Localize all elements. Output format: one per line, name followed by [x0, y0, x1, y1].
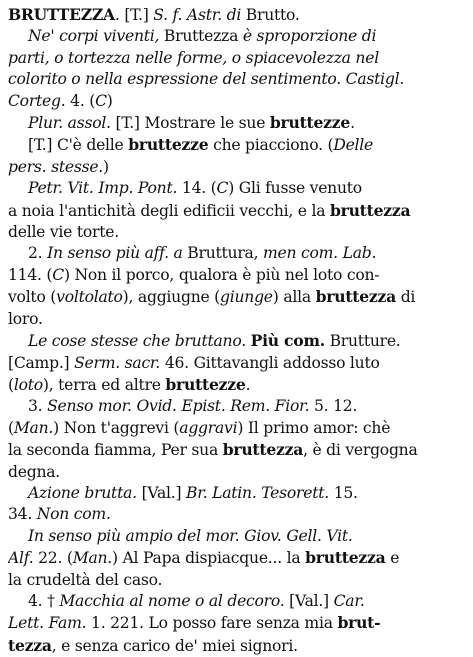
text-run: 4. (: [70, 91, 96, 110]
entry-line: [8, 48, 465, 69]
headword-text: brut-: [337, 613, 381, 633]
entry-line: [8, 612, 465, 634]
text-run: volto (: [8, 288, 57, 307]
text-run: a noia l'antichità degli edificii vecchi, e la: [8, 201, 330, 220]
text-run: (: [8, 375, 14, 394]
italic-text: C: [52, 265, 64, 284]
italic-text: Corteg.: [8, 91, 71, 110]
italic-text: Petr. Vit. Imp. Pont.: [28, 179, 182, 198]
text-run: Bruttezza: [163, 27, 243, 46]
text-run: 4. †: [28, 591, 60, 610]
dictionary-entry-bruttezza: [8, 4, 465, 657]
text-run: delle vie torte.: [8, 223, 119, 242]
text-run: .: [350, 114, 355, 133]
text-run: degna.: [8, 462, 60, 481]
text-run: ) Non il porco, qualora è più nel loto con-: [63, 265, 380, 284]
italic-text: Serm. sacr.: [74, 353, 165, 372]
headword-text: bruttezza: [329, 200, 411, 220]
text-run: ) alla: [272, 288, 316, 307]
italic-text: Car.: [333, 591, 365, 610]
entry-line: [8, 134, 465, 156]
text-run: 46. Gittavangli addosso luto: [164, 353, 380, 372]
entry-line: [8, 178, 465, 199]
entry-line: [8, 157, 465, 178]
text-run: ) Al Papa dispiacque... la: [112, 549, 306, 568]
text-run: ) Il primo amor: chè: [237, 418, 391, 437]
text-run: 5. 12.: [314, 397, 358, 416]
text-run: ): [103, 157, 109, 176]
italic-text: men com. Lab.: [263, 244, 377, 263]
text-run: Brutto.: [245, 6, 300, 24]
headword-text: tezza: [8, 635, 52, 655]
text-run: 14. (: [181, 179, 217, 198]
headword-text: BRUTTEZZA: [8, 5, 115, 24]
entry-line: [8, 526, 465, 547]
text-run: ) Non t'aggrevi (: [53, 418, 180, 437]
text-run: che piacciono. (: [208, 136, 334, 155]
italic-text: è sproporzione di: [242, 27, 377, 46]
italic-text: C: [216, 179, 229, 198]
italic-text: aggravi: [179, 418, 238, 437]
text-run: ), terra ed altre: [42, 375, 166, 394]
entry-line: [8, 265, 465, 286]
italic-text: Azione brutta.: [28, 483, 142, 502]
entry-line: [8, 26, 465, 47]
entry-line: [8, 591, 465, 612]
italic-text: Le cose stesse che bruttano.: [28, 332, 251, 351]
headword-text: Più com.: [250, 331, 325, 351]
entry-line: [8, 222, 465, 243]
entry-line: [8, 396, 465, 417]
text-run: di: [395, 288, 416, 307]
entry-line: [8, 286, 465, 308]
text-run: e: [385, 549, 400, 568]
entry-line: [8, 69, 465, 90]
entry-line: [8, 91, 465, 112]
italic-text: Man.: [13, 418, 54, 437]
headword-text: bruttezze: [269, 113, 351, 133]
italic-text: colorito o nella espressione del sentimento. Castigl.: [8, 70, 405, 89]
text-run: , è di vergogna: [303, 441, 418, 460]
text-run: loro.: [8, 309, 43, 328]
entry-line: [8, 462, 465, 483]
italic-text: voltolato: [56, 288, 123, 307]
text-run: [Val.]: [289, 591, 334, 610]
italic-text: Delle: [333, 136, 374, 155]
text-run: . [T.]: [114, 6, 154, 24]
italic-text: S. f. Astr. di: [153, 6, 246, 24]
text-run: 114. (: [8, 265, 53, 284]
entry-line: [8, 418, 465, 439]
entry-line: [8, 439, 465, 461]
text-run: (: [8, 418, 14, 437]
italic-text: giunge: [220, 288, 273, 307]
entry-line: [8, 330, 465, 352]
text-run: la seconda fiamma, Per sua: [8, 441, 223, 460]
text-run: , e senza carico de' miei signori.: [51, 636, 298, 655]
text-run: Bruttura,: [187, 244, 263, 263]
text-run: [Camp.]: [8, 353, 75, 372]
text-run: 34.: [8, 505, 37, 524]
entry-line: [8, 309, 465, 330]
headword-text: bruttezze: [165, 374, 246, 394]
italic-text: In senso più aff. a: [47, 244, 188, 263]
italic-text: pers. stesse.: [8, 157, 104, 176]
italic-text: Lett. Fam.: [8, 614, 92, 633]
text-run: ) Gli fusse venuto: [228, 179, 362, 198]
entry-line: [8, 374, 465, 396]
entry-line: [8, 112, 465, 134]
text-run: 22. (: [38, 549, 73, 568]
text-run: Brutture.: [324, 332, 401, 351]
headword-text: bruttezza: [222, 440, 304, 460]
text-run: 3.: [28, 397, 48, 416]
text-run: 15.: [333, 483, 358, 502]
text-run: 2.: [28, 244, 48, 263]
italic-text: parti, o tortezza nelle forme, o spiacevolezza nel: [8, 48, 379, 67]
headword-text: bruttezza: [315, 287, 396, 307]
italic-text: Alf.: [8, 549, 39, 568]
headword-text: bruttezze: [128, 135, 209, 155]
italic-text: Br. Latin. Tesorett.: [186, 483, 334, 502]
entry-line: [8, 483, 465, 504]
italic-text: Macchia al nome o al decoro.: [59, 591, 290, 610]
entry-line: [8, 570, 465, 591]
headword-text: bruttezza: [305, 548, 386, 568]
entry-line: [8, 547, 465, 569]
italic-text: Ne' corpi viventi,: [28, 27, 164, 46]
text-run: ): [106, 91, 113, 110]
text-run: [T.] Mostrare le sue: [115, 114, 270, 133]
entry-line: [8, 243, 465, 264]
text-run: .: [245, 375, 251, 394]
italic-text: loto: [13, 375, 43, 394]
text-run: ), aggiugne (: [122, 288, 221, 307]
entry-line: [8, 635, 465, 657]
text-run: [T.] C'è delle: [28, 136, 129, 155]
italic-text: Man.: [72, 549, 112, 568]
text-run: [Val.]: [141, 483, 187, 502]
italic-text: Non com.: [36, 505, 111, 524]
text-run: la crudeltà del caso.: [8, 570, 163, 589]
entry-line: [8, 4, 465, 26]
italic-text: In senso più ampio del mor. Giov. Gell. Vit.: [28, 526, 353, 545]
italic-text: Plur. assol.: [28, 114, 116, 133]
entry-line: [8, 200, 465, 222]
entry-line: [8, 353, 465, 374]
italic-text: Senso mor. Ovid. Epist. Rem. Fior.: [47, 397, 315, 416]
entry-line: [8, 504, 465, 525]
text-run: 1. 221. Lo posso fare senza mia: [91, 614, 338, 633]
italic-text: C: [95, 91, 107, 110]
